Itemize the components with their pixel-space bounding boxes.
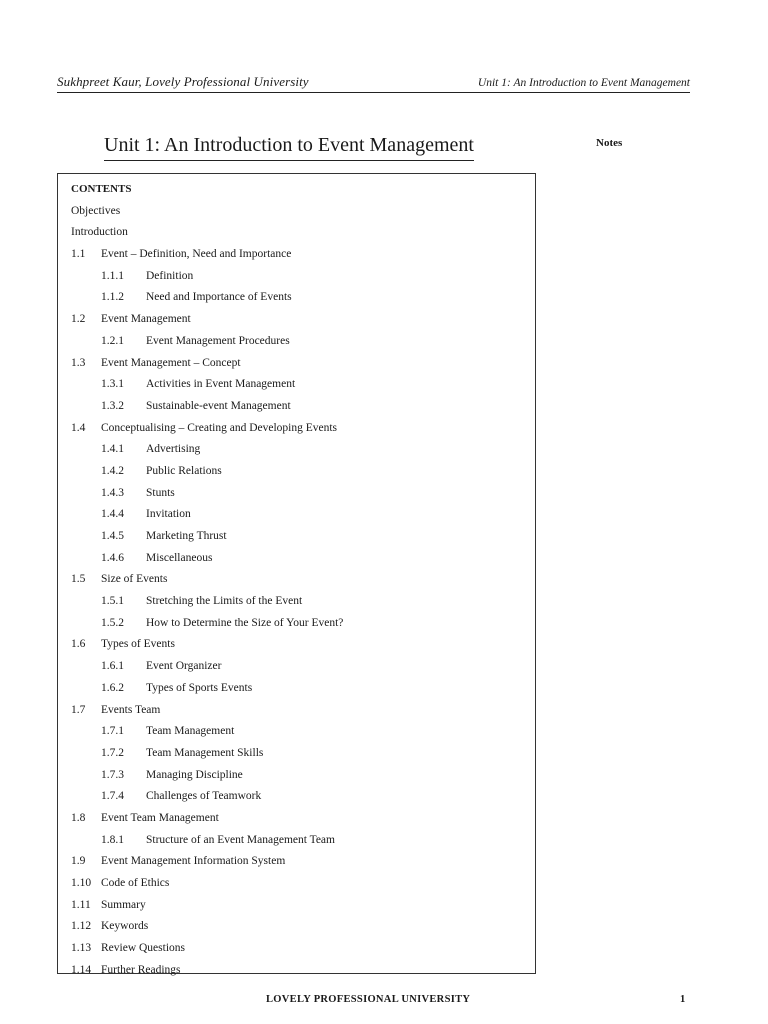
toc-entry-number: 1.7 xyxy=(71,703,86,716)
page-footer xyxy=(0,994,768,1008)
toc-entry-label: Review Questions xyxy=(101,942,186,955)
toc-entry-number: 1.1.1 xyxy=(101,269,124,282)
toc-entry-label: Stunts xyxy=(146,486,175,499)
toc-entry xyxy=(71,377,531,399)
toc-entry xyxy=(71,572,531,594)
toc-entry xyxy=(71,876,531,898)
toc-entry-number: 1.8 xyxy=(71,811,86,824)
toc-entry-number: 1.7.1 xyxy=(101,725,124,738)
toc-entry xyxy=(71,681,531,703)
toc-entry xyxy=(71,724,531,746)
toc-entry-label: Introduction xyxy=(71,226,128,239)
toc-entry-number: 1.6 xyxy=(71,638,86,651)
toc-entry-number: 1.4.6 xyxy=(101,551,124,564)
header-author: Sukhpreet Kaur, Lovely Professional University xyxy=(57,74,309,89)
toc-entry xyxy=(71,854,531,876)
toc-entry-label: Challenges of Teamwork xyxy=(146,790,262,803)
toc-entry-label: Team Management xyxy=(146,725,235,738)
toc-entry-label: Types of Sports Events xyxy=(146,681,253,694)
toc-entry xyxy=(71,529,531,551)
toc-entry-label: Code of Ethics xyxy=(101,877,170,889)
toc-entry-number: 1.6.2 xyxy=(101,681,124,694)
toc-entry xyxy=(71,442,531,464)
toc-entry-label: Objectives xyxy=(71,204,121,217)
toc-entry-label: Managing Discipline xyxy=(146,768,243,781)
toc-entry xyxy=(71,963,531,985)
toc-entry-label: Miscellaneous xyxy=(146,551,213,564)
toc-entry-label: Event Management xyxy=(101,313,191,326)
toc-entry xyxy=(71,269,531,291)
toc-entry-number: 1.3.2 xyxy=(101,399,124,412)
toc-entry-number: 1.4.3 xyxy=(101,486,124,499)
toc-entry-label: Public Relations xyxy=(146,464,222,477)
toc-entry-number: 1.2.1 xyxy=(101,334,124,347)
toc-entry-label: Further Readings xyxy=(101,963,181,976)
toc-entry-number: 1.5 xyxy=(71,573,86,586)
toc-entry xyxy=(71,551,531,573)
toc-entry xyxy=(71,703,531,725)
toc-entry xyxy=(71,616,531,638)
toc-entry-label: Event Organizer xyxy=(146,660,222,673)
toc-entry xyxy=(71,789,531,811)
toc-entry-number: 1.4 xyxy=(71,421,86,434)
toc-entry-label: Event Team Management xyxy=(101,811,219,824)
toc-entry xyxy=(71,356,531,378)
toc-entry xyxy=(71,594,531,616)
toc-entry-label: Conceptualising – Creating and Developing Events xyxy=(101,421,338,434)
toc-entry-label: Event Management Information System xyxy=(101,855,286,868)
toc-entry-label: Team Management Skills xyxy=(146,746,264,759)
toc-entry-number: 1.3.1 xyxy=(101,378,124,391)
toc-entry xyxy=(71,247,531,269)
toc-entry xyxy=(71,659,531,681)
toc-entry-label: Event Management – Concept xyxy=(101,356,241,369)
toc-entry xyxy=(71,898,531,920)
toc-entry xyxy=(71,833,531,855)
page-header xyxy=(57,74,690,93)
toc-entry xyxy=(71,204,531,226)
toc-entry xyxy=(71,464,531,486)
toc-entry-number: 1.6.1 xyxy=(101,660,124,673)
toc-entry-label: Invitation xyxy=(146,508,191,521)
toc-entry-number: 1.12 xyxy=(71,920,92,933)
toc-entry-label: Stretching the Limits of the Event xyxy=(146,595,303,608)
toc-entry-label: Definition xyxy=(146,269,194,282)
toc-entry-label: Activities in Event Management xyxy=(146,378,296,391)
unit-title: Unit 1: An Introduction to Event Management xyxy=(104,134,474,161)
toc-entry-label: Structure of an Event Management Team xyxy=(146,833,335,846)
toc-entry-number: 1.4.5 xyxy=(101,530,124,542)
footer-publisher: LOVELY PROFESSIONAL UNIVERSITY xyxy=(266,994,471,1005)
toc-entry-label: Size of Events xyxy=(101,573,168,586)
toc-entry xyxy=(71,421,531,443)
toc-entry-number: 1.10 xyxy=(71,877,92,889)
toc-entry-label: Keywords xyxy=(101,920,149,933)
toc-entry-number: 1.4.1 xyxy=(101,443,124,456)
toc-entry xyxy=(71,312,531,334)
toc-entry-number: 1.1.2 xyxy=(101,291,124,304)
toc-entry-number: 1.8.1 xyxy=(101,833,124,846)
toc-entry-label: How to Determine the Size of Your Event? xyxy=(146,616,344,629)
toc-entry xyxy=(71,290,531,312)
toc-entry-number: 1.3 xyxy=(71,356,86,369)
toc-entry-number: 1.7.2 xyxy=(101,746,124,759)
toc-entry xyxy=(71,746,531,768)
toc-entry-number: 1.7.3 xyxy=(101,768,124,781)
toc-entry-number: 1.9 xyxy=(71,855,86,868)
header-running-title: Unit 1: An Introduction to Event Management xyxy=(477,77,690,89)
toc-entry-label: Sustainable-event Management xyxy=(146,399,291,412)
toc-entry xyxy=(71,334,531,356)
toc-entry-number: 1.1 xyxy=(71,248,86,261)
toc-entry xyxy=(71,941,531,963)
toc-entry xyxy=(71,637,531,659)
toc-entry-number: 1.11 xyxy=(71,898,91,911)
table-of-contents xyxy=(71,182,531,984)
toc-entry-label: Event – Definition, Need and Importance xyxy=(101,248,292,261)
page-number: 1 xyxy=(680,994,686,1005)
toc-entry xyxy=(71,486,531,508)
toc-entry-number: 1.5.2 xyxy=(101,616,124,629)
toc-entry-label: Events Team xyxy=(101,703,161,716)
toc-entry-label: Summary xyxy=(101,898,146,911)
toc-entry-number: 1.5.1 xyxy=(101,595,124,608)
toc-entry-number: 1.7.4 xyxy=(101,790,124,803)
toc-entry-label: Types of Events xyxy=(101,638,175,651)
toc-entry-number: 1.2 xyxy=(71,313,86,326)
toc-entry-label: Advertising xyxy=(146,443,201,456)
toc-entry xyxy=(71,399,531,421)
toc-entry xyxy=(71,768,531,790)
toc-entry xyxy=(71,919,531,941)
toc-entry xyxy=(71,507,531,529)
toc-entry-label: Need and Importance of Events xyxy=(146,291,292,304)
contents-heading-label: CONTENTS xyxy=(71,183,132,195)
notes-margin-label: Notes xyxy=(596,137,623,149)
toc-entry xyxy=(71,225,531,247)
toc-entry-label: Marketing Thrust xyxy=(146,530,227,542)
toc-entry-number: 1.4.2 xyxy=(101,464,124,477)
toc-entry-label: Event Management Procedures xyxy=(146,334,290,347)
toc-entry xyxy=(71,811,531,833)
toc-entry-number: 1.4.4 xyxy=(101,508,124,521)
toc-entry-number: 1.13 xyxy=(71,942,92,955)
toc-entry-number: 1.14 xyxy=(71,963,92,976)
contents-heading xyxy=(71,182,531,204)
